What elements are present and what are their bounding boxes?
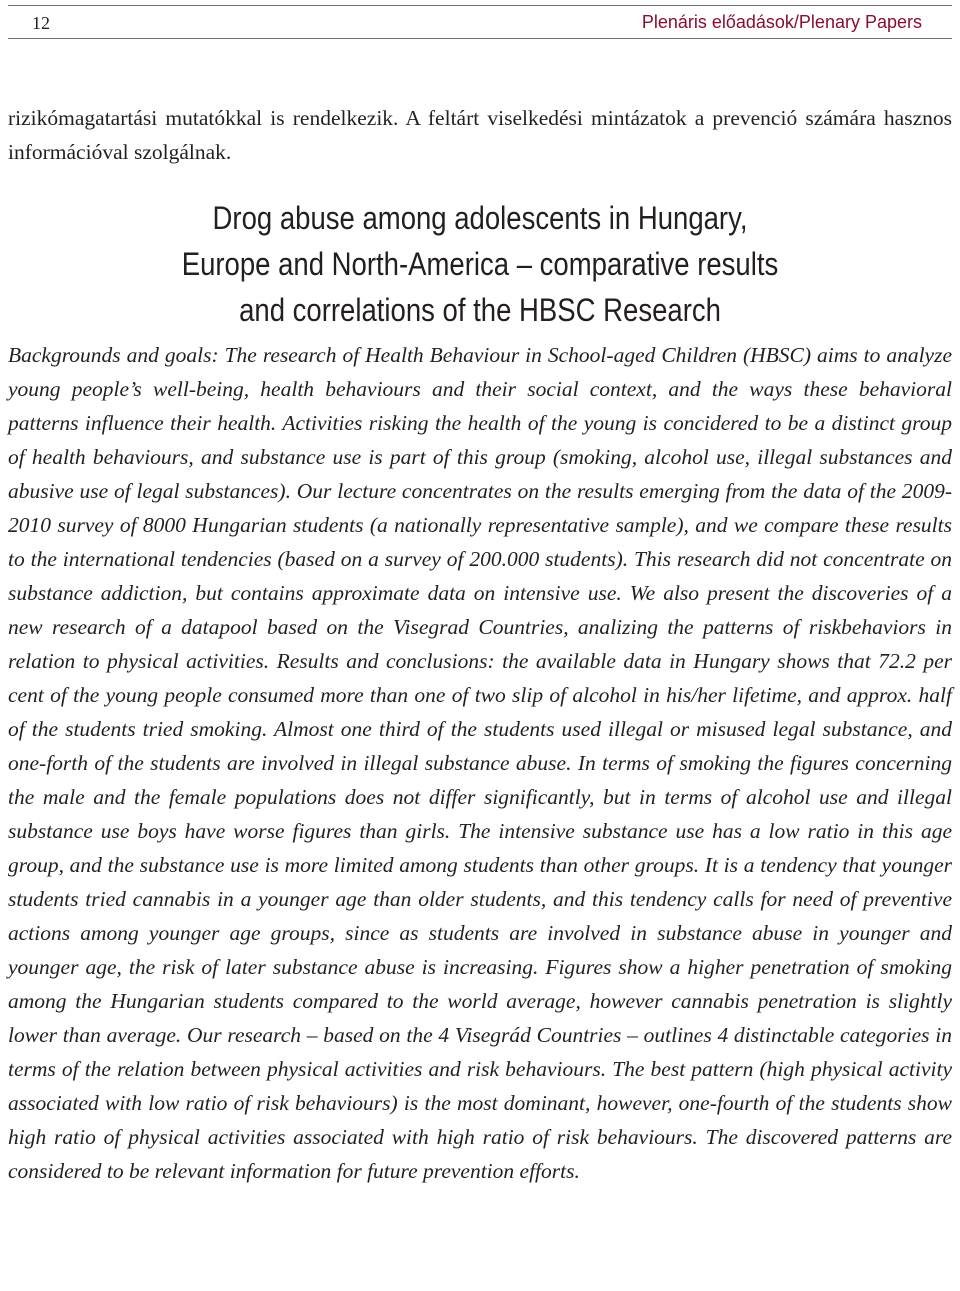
article-title <box>67 195 893 333</box>
title-line-3: and correlations of the HBSC Research <box>239 292 721 328</box>
page-number: 12 <box>32 13 50 33</box>
abstract-paragraph: Backgrounds and goals: The research of Health Behaviour in School-aged Children (HBSC) aims to analyze young people’s well-being, health behaviours and their social context, and the ways these behavioral patterns influence their health. Activities risking the health of the young is concidered to be a distinct group of health behaviours, and substance use is part of this group (smoking, alcohol use, illegal substances and abusive use of legal substances). Our lecture concentrates on the results emerging from the data of the 2009-2010 survey of 8000 Hungarian students (a nationally representative sample), and we compare these results to the international tendencies (based on a survey of 200.000 students). This research did not concentrate on substance addiction, but contains approximate data on intensive use. We also present the discoveries of a new research of a datapool based on the Visegrad Countries, analizing the patterns of riskbehaviors in relation to physical activities. Results and conclusions: the available data in Hungary shows that 72.2 per cent of the young people consumed more than one of two slip of alcohol in his/her lifetime, and approx. half of the students tried smoking. Almost one third of the students used illegal or misused legal substance, and one-forth of the students are involved in illegal substance abuse. In terms of smoking the figures concerning the male and the female populations does not differ significantly, but in terms of alcohol use and illegal substance use boys have worse figures than girls. The intensive substance use has a low ratio in this age group, and the substance use is more limited among students than other groups. It is a tendency that younger students tried cannabis in a younger age than older students, and this tendency calls for need of preventive actions among younger age groups, since as students are involved in substance abuse in younger and younger age, the risk of later substance abuse is increasing. Figures show a higher penetration of smoking among the Hungarian students compared to the world average, however cannabis penetration is slightly lower than average. Our research – based on the 4 Visegrád Countries – outlines 4 distinctable categories in terms of the relation between physical activities and risk behaviours. The best pattern (high physical activity associated with low ratio of risk behaviours) is the most dominant, however, one-fourth of the students show high ratio of physical activities associated with high ratio of risk behaviours. The discovered patterns are considered to be relevant information for future prevention efforts. <box>8 343 952 1183</box>
title-line-2: Europe and North-America – comparative results <box>181 246 779 282</box>
page-header <box>8 5 952 39</box>
title-line-1: Drog abuse among adolescents in Hungary, <box>212 200 748 236</box>
running-head: Plenáris előadások/Plenary Papers <box>641 12 922 32</box>
intro-paragraph: rizikómagatartási mutatókkal is rendelkezik. A feltárt viselkedési mintázatok a prevenció számára hasznos információval szolgálnak. <box>8 106 952 164</box>
